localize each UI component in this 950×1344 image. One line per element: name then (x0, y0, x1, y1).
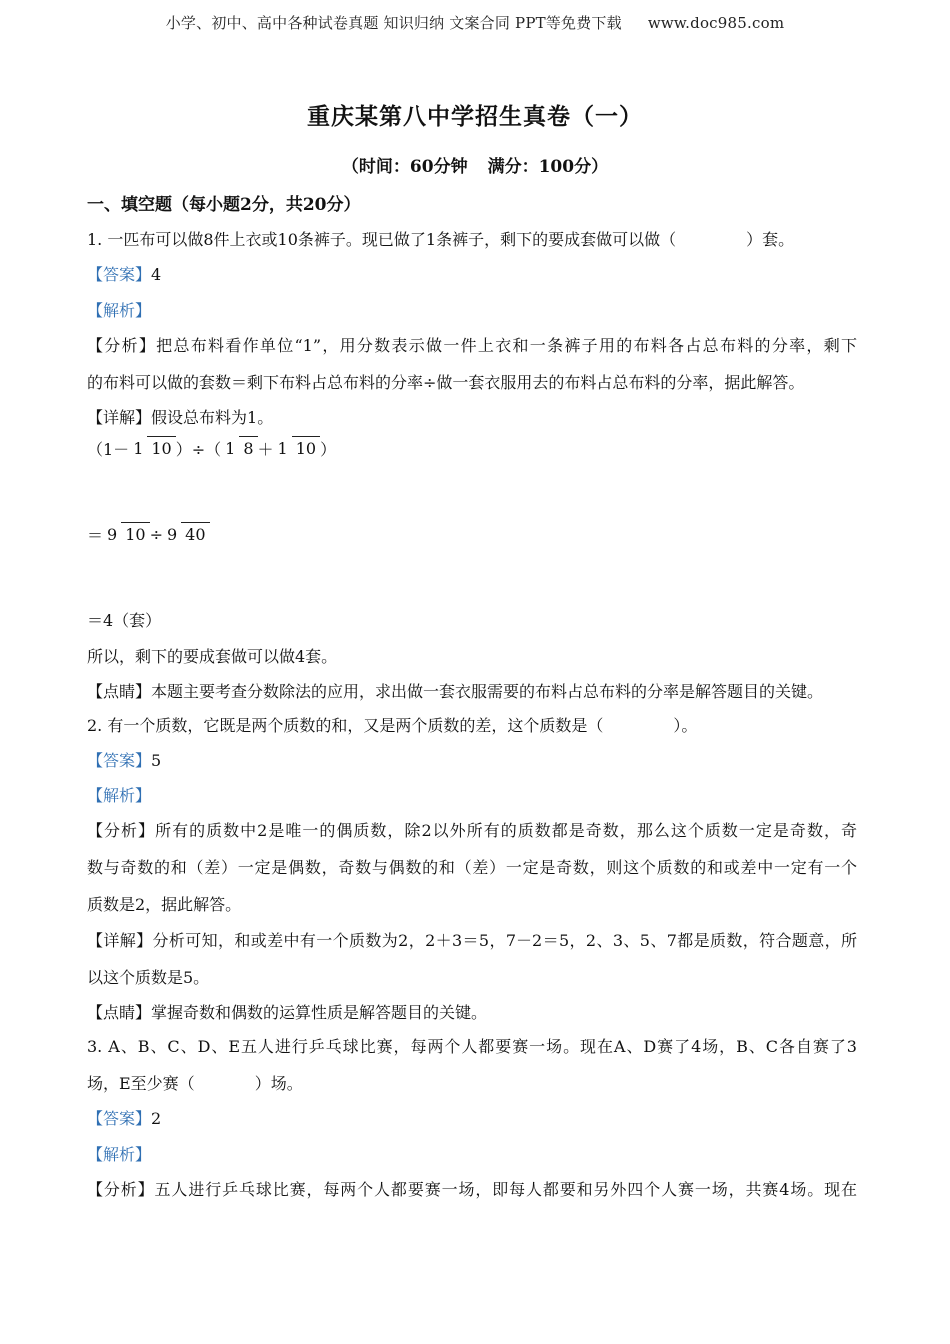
question-2-answer (87, 748, 161, 771)
question-1-fenxi-line1: 【分析】把总布料看作单位“1”，用分数表示做一件上衣和一条裤子用的布料各占总布料的分率，剩下 (87, 336, 857, 355)
math-expression-2: ＝ 9 10 ÷ 9 40 (87, 522, 210, 547)
fraction: 9 40 (163, 522, 210, 547)
fraction: 1 10 (274, 436, 321, 461)
fraction: 1 10 (129, 436, 176, 461)
question-3-stem-line1: 3. A、B、C、D、E五人进行乒乓球比赛，每两个人都要赛一场。现在A、D赛了4场，B、C各自赛了3 (87, 1037, 857, 1056)
question-2-xiangjie-line2: 以这个质数是5。 (87, 968, 210, 987)
question-2-fenxi-line1: 【分析】所有的质数中2是唯一的偶质数，除2以外所有的质数都是奇数，那么这个质数一定是奇数，奇 (87, 821, 857, 840)
answer-label: 【答案】 (87, 265, 152, 284)
question-1-stem: 1. 一匹布可以做8件上衣或10条裤子。现已做了1条裤子，剩下的要成套做可以做（ ）套。 (87, 230, 795, 249)
exam-score: 满分：100分） (487, 157, 609, 177)
question-1-fenxi-line2: 的布料可以做的套数＝剩下布料占总布料的分率÷做一套衣服用去的布料占总布料的分率，据此解答。 (87, 373, 805, 392)
fraction: 9 10 (103, 522, 150, 547)
question-3-answer (87, 1106, 161, 1129)
question-1-xiangjie: 【详解】假设总布料为1。 (87, 408, 274, 427)
math-expression-1: （1－ 1 10 ）÷（ 1 8 ＋ 1 10 ） (87, 436, 336, 461)
page-header (0, 12, 950, 33)
answer-value: 2 (151, 1109, 162, 1128)
analysis-label: 【解析】 (87, 1145, 152, 1164)
question-1-answer (87, 262, 161, 285)
fraction: 1 8 (221, 436, 257, 461)
question-3-fenxi-line1: 【分析】五人进行乒乓球比赛，每两个人都要赛一场，即每人都要和另外四个人赛一场，共赛4场。现在 (87, 1180, 857, 1199)
question-1-conclusion: 所以，剩下的要成套做可以做4套。 (87, 647, 338, 666)
question-3-stem-line2: 场，E至少赛（ ）场。 (87, 1074, 303, 1093)
header-text: 小学、初中、高中各种试卷真题 知识归纳 文案合同 PPT等免费下载 (165, 14, 622, 32)
question-2-xiangjie-line1: 【详解】分析可知，和或差中有一个质数为2，2＋3＝5，7－2＝5，2、3、5、7都是质数，符合题意，所 (87, 931, 857, 950)
answer-label: 【答案】 (87, 751, 152, 770)
page-title: 重庆某第八中学招生真卷（一） (307, 103, 643, 130)
header-site-link[interactable]: www.doc985.com (647, 14, 785, 32)
question-2-fenxi-line2: 数与奇数的和（差）一定是偶数，奇数与偶数的和（差）一定是奇数，则这个质数的和或差中一定有一个 (87, 858, 857, 877)
answer-label: 【答案】 (87, 1109, 152, 1128)
question-1-dianjing: 【点睛】本题主要考查分数除法的应用，求出做一套衣服需要的布料占总布料的分率是解答题目的关键。 (87, 682, 824, 701)
answer-value: 5 (151, 751, 162, 770)
question-2-fenxi-line3: 质数是2，据此解答。 (87, 895, 242, 914)
question-2-stem: 2. 有一个质数，它既是两个质数的和，又是两个质数的差，这个质数是（ ）。 (87, 716, 698, 735)
answer-value: 4 (151, 265, 162, 284)
analysis-label: 【解析】 (87, 786, 152, 805)
analysis-label: 【解析】 (87, 301, 152, 320)
math-expression-3: ＝4（套） (87, 611, 162, 630)
question-2-dianjing: 【点睛】掌握奇数和偶数的运算性质是解答题目的关键。 (87, 1003, 488, 1022)
exam-subtitle (0, 152, 950, 177)
exam-time: （时间：60分钟 (341, 157, 468, 177)
section-heading: 一、填空题（每小题2分，共20分） (87, 195, 361, 215)
